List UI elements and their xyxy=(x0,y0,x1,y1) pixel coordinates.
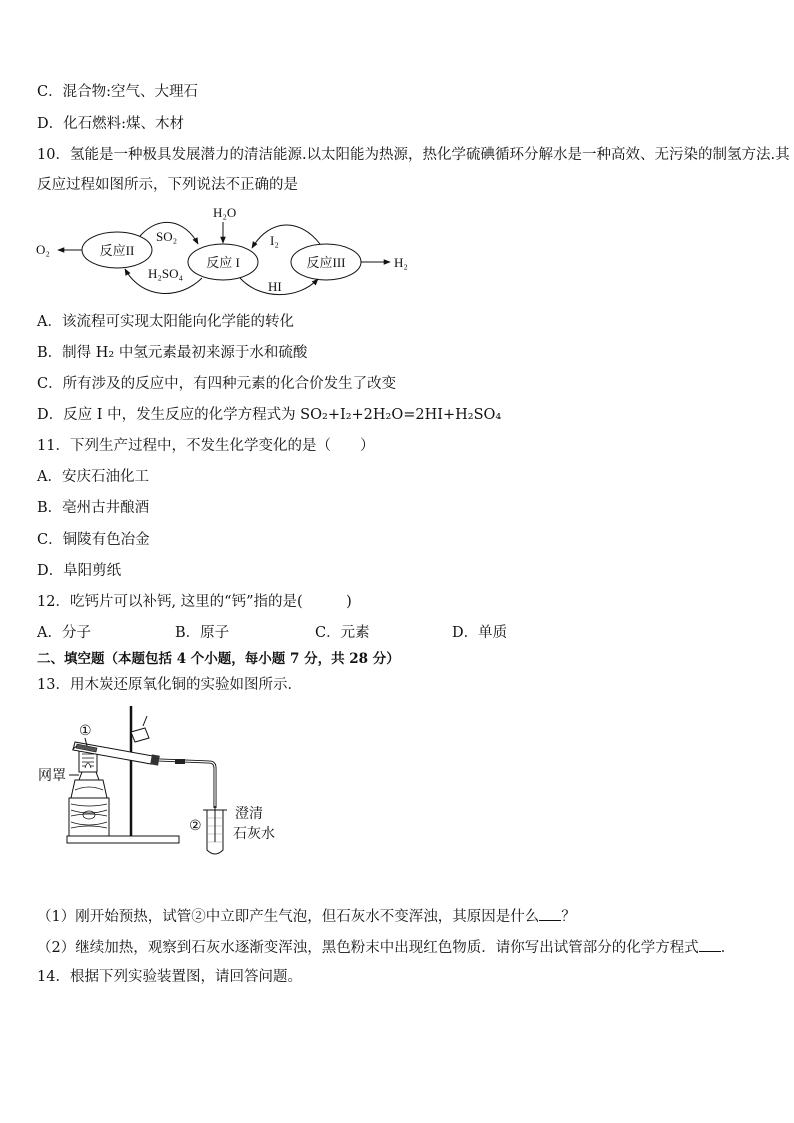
h2-label: H₂ xyxy=(394,255,408,270)
q10-option-b: B．制得 H₂ 中氢元素最初来源于水和硫酸 xyxy=(37,345,308,361)
q13-sub-2-text: （2）继续加热，观察到石灰水逐渐变浑浊，黑色粉末中出现红色物质．请你写出试管部分的化学方程式 xyxy=(37,940,699,956)
q9-option-d: D．化石燃料:煤、木材 xyxy=(37,116,185,132)
alcohol-lamp xyxy=(71,772,107,798)
test-tube-2 xyxy=(203,806,227,854)
q11-option-a: A．安庆石油化工 xyxy=(37,469,149,485)
gauze-label: 网罩 xyxy=(38,769,66,784)
q10-option-c: C．所有涉及的反应中，有四种元素的化合价发生了改变 xyxy=(37,376,397,392)
q12-options xyxy=(37,624,737,642)
q10-option-a: A．该流程可实现太阳能向化学能的转化 xyxy=(37,314,294,330)
sulfur-iodine-cycle-diagram xyxy=(30,200,430,305)
so2-label: SO₂ xyxy=(156,229,178,244)
q12-stem: 12．吃钙片可以补钙, 这里的“钙”指的是( ) xyxy=(37,594,352,610)
q12-option-b: B．原子 xyxy=(175,625,230,641)
i2-label: I₂ xyxy=(270,233,279,248)
i2-arrow xyxy=(252,225,320,248)
limewater-label-1: 澄清 xyxy=(235,807,263,822)
q11-option-d: D．阜阳剪纸 xyxy=(37,563,122,579)
q13-sub-2 xyxy=(37,937,735,957)
tube-1-label: ① xyxy=(79,724,92,739)
stand-base xyxy=(67,836,179,843)
tube-2-label: ② xyxy=(189,819,202,834)
reaction-3-label: 反应III xyxy=(306,255,346,270)
h2o-label: H₂O xyxy=(213,205,237,220)
charcoal-reduction-apparatus xyxy=(35,702,295,862)
q12-option-a: A．分子 xyxy=(37,625,91,641)
q9-option-c: C．混合物:空气、大理石 xyxy=(37,84,198,100)
q11-stem: 11．下列生产过程中，不发生化学变化的是（ ） xyxy=(37,438,375,454)
q11-option-c: C．铜陵有色冶金 xyxy=(37,532,150,548)
q10-stem-line2: 反应过程如图所示，下列说法不正确的是 xyxy=(37,177,298,193)
reaction-2-label: 反应II xyxy=(99,243,135,258)
q13-sub-2-end: ． xyxy=(720,940,736,956)
q10-stem-line1: 10．氢能是一种极具发展潜力的清洁能源.以太阳能为热源，热化学硫碘循环分解水是一种高效、无污染的制氢方法.其 xyxy=(37,147,790,163)
q13-sub-1-blank[interactable] xyxy=(539,906,561,921)
q13-sub-1 xyxy=(37,906,576,926)
delivery-tube xyxy=(159,760,215,808)
hi-label: HI xyxy=(268,279,282,294)
o2-label: O₂ xyxy=(36,242,50,257)
q12-option-d: D．单质 xyxy=(452,625,508,641)
q12-option-c: C．元素 xyxy=(315,625,370,641)
reaction-1-label: 反应 I xyxy=(206,255,240,270)
h2so4-label: H₂SO₄ xyxy=(148,266,184,281)
q13-stem: 13．用木炭还原氧化铜的实验如图所示． xyxy=(37,677,302,693)
q13-sub-2-blank[interactable] xyxy=(699,937,721,952)
clamp xyxy=(131,728,149,742)
limewater-label-2: 石灰水 xyxy=(233,827,275,842)
wood-block xyxy=(69,798,109,836)
section-2-heading: 二、填空题（本题包括 4 个小题，每小题 7 分，共 28 分） xyxy=(37,651,400,667)
q13-sub-1-end: ？ xyxy=(561,909,576,925)
q11-option-b: B．亳州古井酿酒 xyxy=(37,500,150,516)
q10-option-d: D．反应 I 中，发生反应的化学方程式为 SO₂+I₂+2H₂O=2HI+H₂SO₄ xyxy=(37,407,502,423)
q13-sub-1-text: （1）刚开始预热，试管②中立即产生气泡，但石灰水不变浑浊，其原因是什么 xyxy=(37,909,540,925)
q14-stem: 14．根据下列实验装置图，请回答问题。 xyxy=(37,969,302,985)
